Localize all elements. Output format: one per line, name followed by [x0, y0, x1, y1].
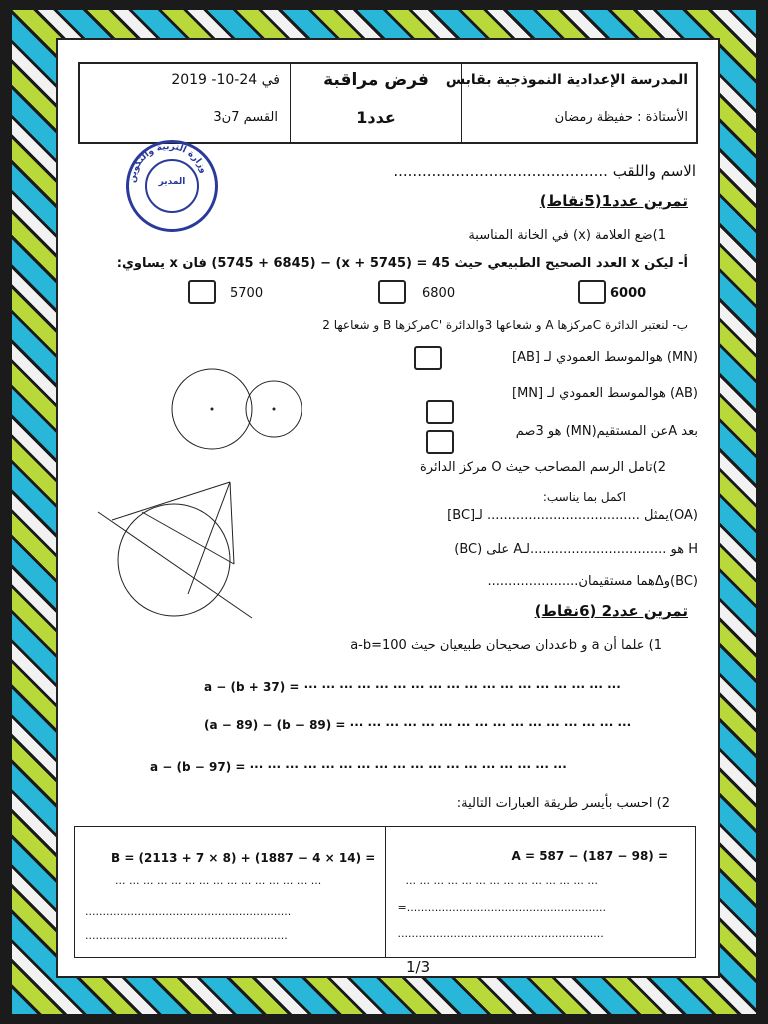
calc-table [74, 826, 696, 958]
expression-1: a − (b + 37) = ··· ··· ··· ··· ··· ··· ··· ··· ··· ··· ··· ··· ··· ··· ··· ··· ··· ··· [204, 680, 621, 694]
statement-3: بعد Aعن المستقيم(MN) هو 3صم [515, 424, 698, 439]
teacher-name: الأستاذة : حفيظة رمضان [554, 110, 688, 125]
ex2-q1: 1) علما أن a و bعددان صحيحان طبيعيان حيث a-b=100 [350, 638, 662, 653]
choice-1: 6000 [610, 286, 647, 301]
statement-box-1[interactable] [414, 346, 442, 370]
header-table [78, 62, 698, 144]
A-line-1: ··· ··· ··· ··· ··· ··· ··· ··· ··· ··· ··· ··· ··· ··· [405, 877, 598, 890]
school-stamp [126, 140, 218, 232]
header-school-cell [445, 64, 696, 142]
circle-triangle-figure [92, 472, 262, 622]
cell-A [385, 827, 696, 957]
B-line-1: ··· ··· ··· ··· ··· ··· ··· ··· ··· ··· ··· ··· ··· ··· ··· [115, 877, 322, 890]
exercise1-title: تمرين عدد1(5نقاط) [539, 192, 688, 210]
stamp-center-text: المدير [158, 177, 186, 187]
svg-text:وزارة التربية والتكوين: وزارة التربية والتكوين [127, 141, 209, 184]
complete-line-3: (BC)وΔهما مستقيمان...................... [487, 574, 698, 589]
ex1-qa: أ- ليكن x العدد الصحيح الطبيعي حيث 45 = (5745 + x) − (5745 + 6845) فان x يساوي: [116, 256, 688, 271]
statement-box-3[interactable] [426, 430, 454, 454]
header-date-cell [80, 64, 290, 142]
page-number: 1/3 [406, 958, 431, 976]
exercise2-title: تمرين عدد2 (6نقاط) [534, 602, 688, 620]
exam-number: عدد1 [356, 108, 396, 127]
ex1-q2: 2)تامل الرسم المصاحب حيث O مركز الدائرة [419, 460, 666, 475]
choice-2: 6800 [422, 286, 456, 301]
complete-label: اكمل بما يناسب: [542, 490, 626, 504]
name-line: الاسم واللقب ............................................. [393, 162, 696, 180]
exam-date: في 24-10- 2019 [171, 72, 280, 88]
ex2-q2: 2) احسب بأيسر طريقة العبارات التالية: [456, 796, 670, 811]
choice-box-2[interactable] [378, 280, 406, 304]
choice-3: 5700 [230, 286, 264, 301]
choice-box-1[interactable] [578, 280, 606, 304]
expression-3: a − (b − 97) = ··· ··· ··· ··· ··· ··· ··· ··· ··· ··· ··· ··· ··· ··· ··· ··· ··· ··· [150, 760, 567, 774]
cell-B [75, 827, 385, 957]
expression-2: (a − 89) − (b − 89) = ··· ··· ··· ··· ··· ··· ··· ··· ··· ··· ··· ··· ··· ··· ··· ··· [204, 718, 632, 732]
school-name: المدرسة الإعدادية النموذجية بقابس [445, 72, 688, 88]
complete-line-2: H هو .................................لـA على (BC) [454, 542, 698, 557]
B-line-3: .......................................................... [85, 929, 288, 942]
A-expression: A = 587 − (187 − 98) = [511, 849, 669, 863]
class-label: القسم 7ن3 [213, 110, 278, 125]
statement-2: (AB) هوالموسط العمودي لـ [MN] [511, 386, 698, 401]
B-line-2: ........................................................... [85, 905, 292, 918]
exam-sheet [56, 38, 720, 978]
header-title-cell [290, 64, 461, 142]
complete-line-1: (OA)يمثل ..................................... لـ[BC] [447, 508, 698, 523]
A-line-3: ........................................................... [397, 927, 604, 940]
B-expression: B = (2113 + 7 × 8) + (1887 − 4 × 14) = [111, 851, 376, 865]
statement-1: (MN) هوالموسط العمودي لـ [AB] [511, 350, 698, 365]
ex1-q1: 1)ضع العلامة (x) في الخانة المناسبة [468, 228, 666, 243]
choice-box-3[interactable] [188, 280, 216, 304]
exam-title: فرض مراقبة [323, 70, 429, 90]
A-line-2: =......................................................... [397, 901, 607, 914]
statement-box-2[interactable] [426, 400, 454, 424]
ex1-qb: ب- لنعتبر الدائرة Cمركزها A و شعاعها 3والدائرة 'Cمركزها B و شعاعها 2 [322, 318, 688, 332]
two-circles-figure [162, 364, 302, 454]
